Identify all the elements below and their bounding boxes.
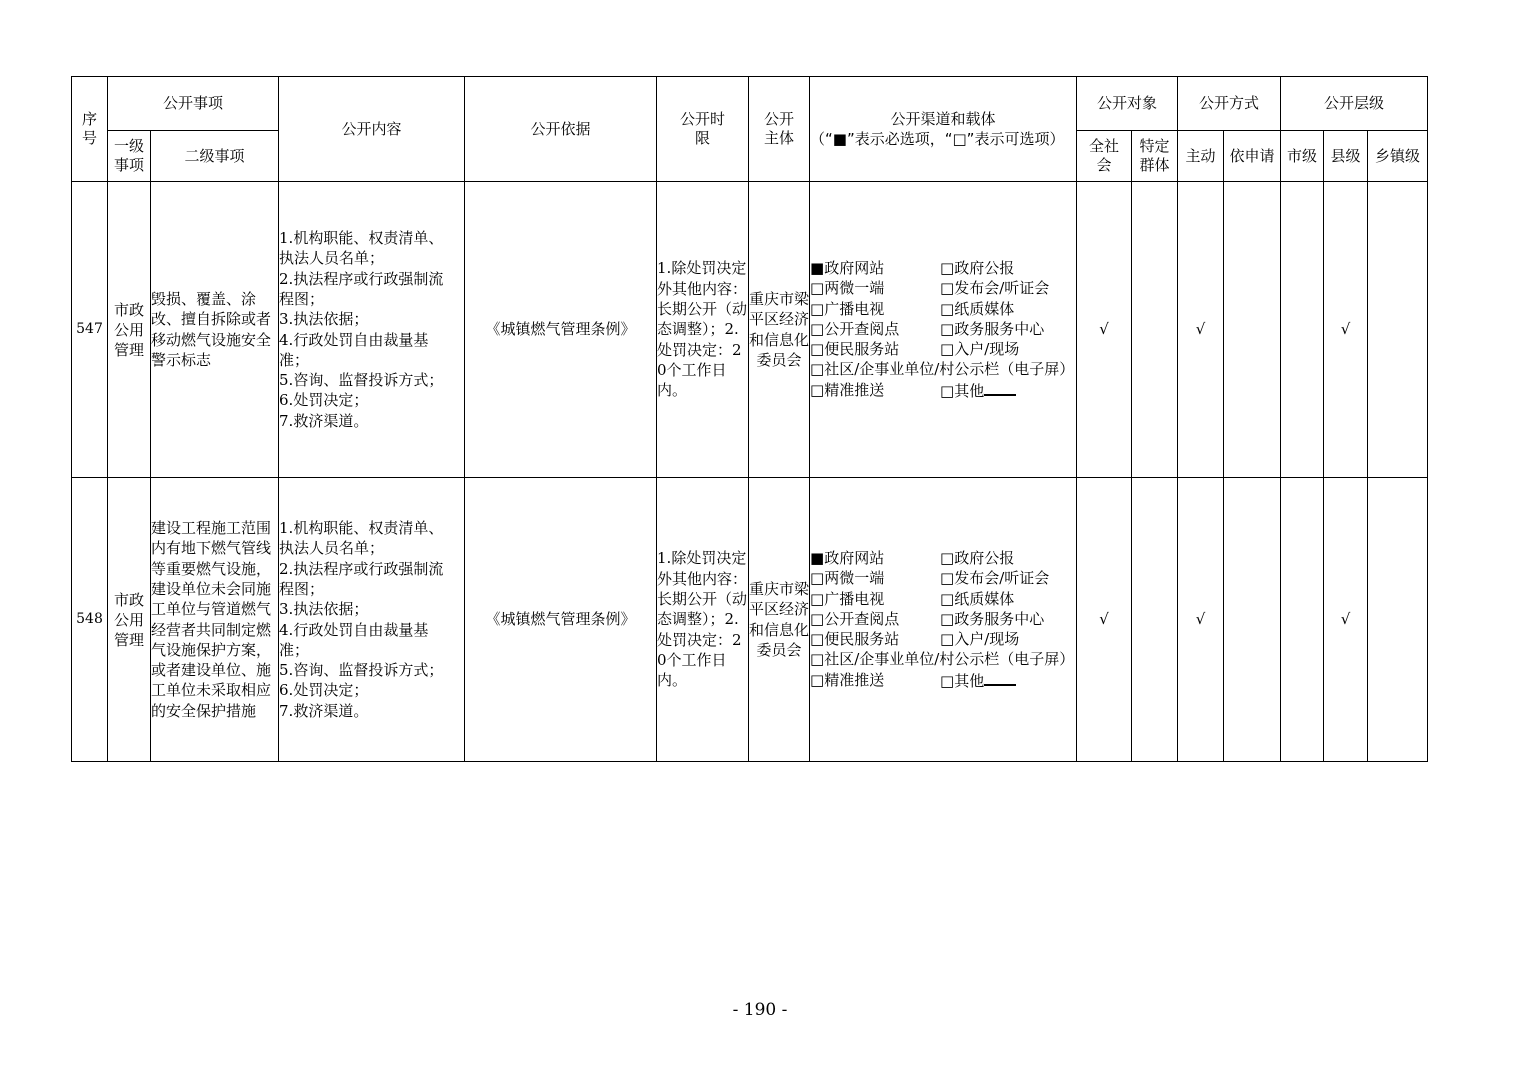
row-content bbox=[279, 478, 465, 762]
row-level-county: √ bbox=[1324, 182, 1368, 478]
header-level1: 一级事项 bbox=[108, 131, 151, 182]
row-method-active: √ bbox=[1178, 182, 1224, 478]
row-seq: 548 bbox=[72, 478, 108, 762]
row-method-active: √ bbox=[1178, 478, 1224, 762]
content-line: 5.咨询、监督投诉方式； bbox=[279, 371, 444, 390]
header-subject: 公开主体 bbox=[749, 77, 810, 182]
row-method-request bbox=[1224, 478, 1281, 762]
row-audience-specific bbox=[1132, 478, 1178, 762]
channel-option: ■政府网站 bbox=[810, 548, 885, 567]
header-audience-group: 公开对象 bbox=[1077, 77, 1178, 131]
content-line: 执法人员名单； bbox=[279, 539, 385, 558]
blank-line bbox=[984, 380, 1016, 396]
row-level-city bbox=[1281, 478, 1324, 762]
channel-option: □两微一端 bbox=[810, 279, 885, 298]
row-level2: 毁损、覆盖、涂改、擅自拆除或者移动燃气设施安全警示标志 bbox=[151, 182, 279, 478]
header-seq: 序号 bbox=[72, 77, 108, 182]
row-time-limit: 1.除处罚决定外其他内容：长期公开（动态调整）；2.处罚决定：20个工作日内。 bbox=[657, 478, 749, 762]
channel-option: □政府公报 bbox=[940, 258, 1015, 277]
table-row bbox=[72, 182, 1428, 478]
row-level-town bbox=[1368, 182, 1428, 478]
content-line: 6.处罚决定； bbox=[279, 681, 369, 700]
content-line: 执法人员名单； bbox=[279, 249, 385, 268]
channel-option: □政务服务中心 bbox=[940, 609, 1045, 628]
channel-option: □广播电视 bbox=[810, 299, 885, 318]
header-channels-title: 公开渠道和载体 bbox=[890, 110, 996, 128]
header-level-town: 乡镇级 bbox=[1368, 131, 1428, 182]
channel-option: □政务服务中心 bbox=[940, 319, 1045, 338]
page-number: - 190 - bbox=[732, 1000, 788, 1020]
header-basis: 公开依据 bbox=[465, 77, 657, 182]
row-audience-specific bbox=[1132, 182, 1178, 478]
row-subject: 重庆市梁平区经济和信息化委员会 bbox=[749, 478, 810, 762]
content-line: 7.救济渠道。 bbox=[279, 411, 369, 430]
channel-option: □发布会/听证会 bbox=[940, 569, 1050, 588]
row-level-town bbox=[1368, 478, 1428, 762]
content-line: 准； bbox=[279, 640, 310, 659]
channel-option: ■政府网站 bbox=[810, 258, 885, 277]
channel-option-other: □其他 bbox=[940, 670, 1016, 691]
row-channels bbox=[810, 182, 1077, 478]
channel-option: □社区/企事业单位/村公示栏（电子屏） bbox=[810, 650, 1075, 669]
header-level-city: 市级 bbox=[1281, 131, 1324, 182]
channel-option: □政府公报 bbox=[940, 548, 1015, 567]
content-line: 4.行政处罚自由裁量基 bbox=[279, 620, 429, 639]
header-level-county: 县级 bbox=[1324, 131, 1368, 182]
row-basis: 《城镇燃气管理条例》 bbox=[465, 182, 657, 478]
channel-option: □便民服务站 bbox=[810, 630, 900, 649]
channel-option: □精准推送 bbox=[810, 670, 885, 689]
content-line: 5.咨询、监督投诉方式； bbox=[279, 661, 444, 680]
channel-option: □公开查阅点 bbox=[810, 319, 900, 338]
channel-option: □两微一端 bbox=[810, 569, 885, 588]
channel-option: □入户/现场 bbox=[940, 340, 1020, 359]
header-audience-specific: 特定群体 bbox=[1132, 131, 1178, 182]
row-level1: 市政公用管理 bbox=[108, 182, 151, 478]
row-audience-all: √ bbox=[1077, 478, 1132, 762]
channel-option: □社区/企事业单位/村公示栏（电子屏） bbox=[810, 360, 1075, 379]
channel-option: □纸质媒体 bbox=[940, 589, 1015, 608]
row-seq: 547 bbox=[72, 182, 108, 478]
content-line: 4.行政处罚自由裁量基 bbox=[279, 330, 429, 349]
row-level-county: √ bbox=[1324, 478, 1368, 762]
header-channels-note: （“■”表示必选项，“□”表示可选项） bbox=[810, 130, 1065, 148]
header-method-request: 依申请 bbox=[1224, 131, 1281, 182]
header-audience-all: 全社会 bbox=[1077, 131, 1132, 182]
header-method-active: 主动 bbox=[1178, 131, 1224, 182]
header-level-group: 公开层级 bbox=[1281, 77, 1428, 131]
disclosure-table bbox=[71, 76, 1428, 762]
channel-option: □入户/现场 bbox=[940, 630, 1020, 649]
content-line: 1.机构职能、权责清单、 bbox=[279, 229, 444, 248]
content-line: 3.执法依据； bbox=[279, 600, 369, 619]
header-channels bbox=[810, 77, 1077, 182]
channel-option: □精准推送 bbox=[810, 380, 885, 399]
header-content: 公开内容 bbox=[279, 77, 465, 182]
content-line: 2.执法程序或行政强制流 bbox=[279, 269, 444, 288]
row-basis: 《城镇燃气管理条例》 bbox=[465, 478, 657, 762]
content-line: 7.救济渠道。 bbox=[279, 701, 369, 720]
content-line: 准； bbox=[279, 350, 310, 369]
row-method-request bbox=[1224, 182, 1281, 478]
content-line: 6.处罚决定； bbox=[279, 391, 369, 410]
row-level2: 建设工程施工范围内有地下燃气管线等重要燃气设施，建设单位未会同施工单位与管道燃气经营者共同制定燃气设施保护方案，或者建设单位、施工单位未采取相应的安全保护措施 bbox=[151, 478, 279, 762]
channel-option: □发布会/听证会 bbox=[940, 279, 1050, 298]
channel-option-other: □其他 bbox=[940, 380, 1016, 401]
table-row bbox=[72, 478, 1428, 762]
header-level2: 二级事项 bbox=[151, 131, 279, 182]
header-items-group: 公开事项 bbox=[108, 77, 279, 131]
row-level-city bbox=[1281, 182, 1324, 478]
blank-line bbox=[984, 670, 1016, 686]
channel-option: □纸质媒体 bbox=[940, 299, 1015, 318]
content-line: 2.执法程序或行政强制流 bbox=[279, 559, 444, 578]
channel-option: □公开查阅点 bbox=[810, 609, 900, 628]
row-channels bbox=[810, 478, 1077, 762]
content-line: 3.执法依据； bbox=[279, 310, 369, 329]
row-time-limit: 1.除处罚决定外其他内容：长期公开（动态调整）；2.处罚决定：20个工作日内。 bbox=[657, 182, 749, 478]
row-subject: 重庆市梁平区经济和信息化委员会 bbox=[749, 182, 810, 478]
header-time-limit: 公开时限 bbox=[657, 77, 749, 182]
channel-option: □广播电视 bbox=[810, 589, 885, 608]
row-level1: 市政公用管理 bbox=[108, 478, 151, 762]
channel-option: □便民服务站 bbox=[810, 340, 900, 359]
row-content bbox=[279, 182, 465, 478]
header-method-group: 公开方式 bbox=[1178, 77, 1281, 131]
content-line: 1.机构职能、权责清单、 bbox=[279, 519, 444, 538]
content-line: 程图； bbox=[279, 289, 325, 308]
content-line: 程图； bbox=[279, 579, 325, 598]
row-audience-all: √ bbox=[1077, 182, 1132, 478]
